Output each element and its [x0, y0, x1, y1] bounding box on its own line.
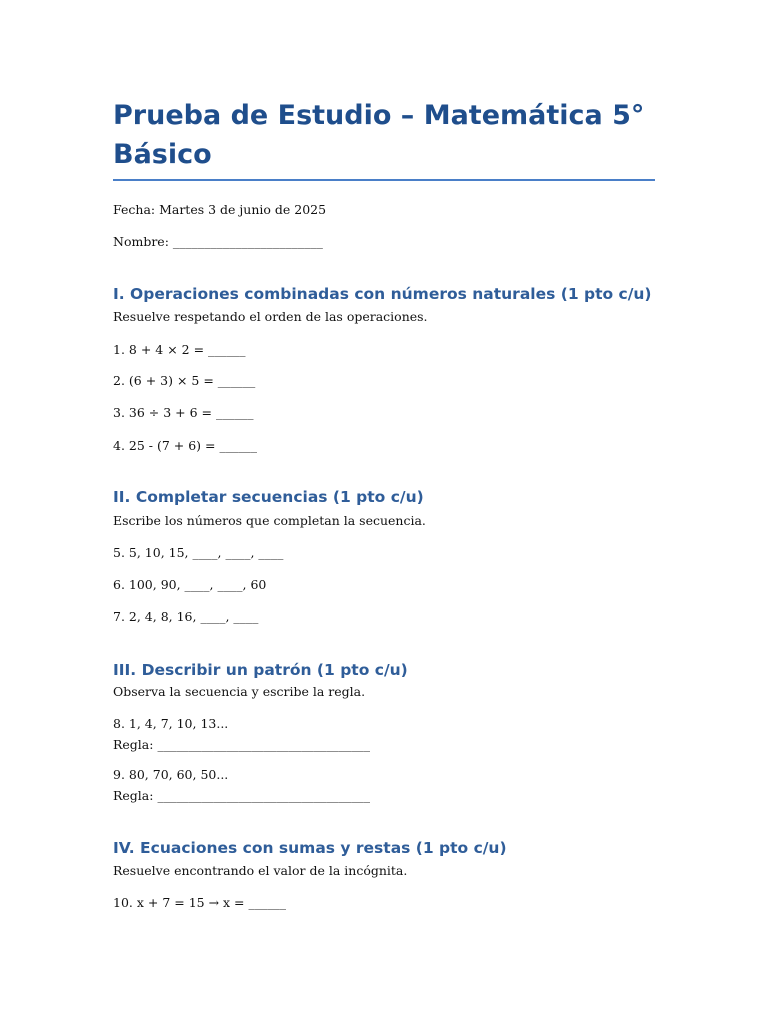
document-title: Prueba de Estudio – Matemática 5° Básico [113, 100, 645, 170]
section-2-heading: II. Completar secuencias (1 pto c/u) [113, 488, 424, 506]
question-2: 2. (6 + 3) × 5 = ______ [113, 373, 256, 388]
question-1: 1. 8 + 4 × 2 = ______ [113, 342, 246, 357]
question-9-rule: Regla: __________________________________ [113, 788, 370, 803]
name-line: Nombre: ________________________ [113, 234, 323, 249]
question-5: 5. 5, 10, 15, ____, ____, ____ [113, 545, 284, 560]
section-4-heading: IV. Ecuaciones con sumas y restas (1 pto c/u) [113, 839, 507, 857]
section-1-instruction: Resuelve respetando el orden de las operaciones. [113, 309, 428, 324]
section-3-heading: III. Describir un patrón (1 pto c/u) [113, 661, 408, 679]
question-3: 3. 36 ÷ 3 + 6 = ______ [113, 405, 254, 420]
question-8-rule: Regla: __________________________________ [113, 737, 370, 752]
question-6: 6. 100, 90, ____, ____, 60 [113, 577, 267, 592]
section-1-heading: I. Operaciones combinadas con números naturales (1 pto c/u) [113, 285, 652, 303]
section-2-instruction: Escribe los números que completan la secuencia. [113, 513, 426, 528]
question-7: 7. 2, 4, 8, 16, ____, ____ [113, 609, 259, 624]
question-10: 10. x + 7 = 15 → x = ______ [113, 895, 286, 910]
title-underline [113, 179, 655, 181]
section-3-instruction: Observa la secuencia y escribe la regla. [113, 684, 366, 699]
question-8-sequence: 8. 1, 4, 7, 10, 13... [113, 716, 229, 731]
question-9-sequence: 9. 80, 70, 60, 50... [113, 767, 229, 782]
question-4: 4. 25 - (7 + 6) = ______ [113, 438, 257, 453]
section-4-instruction: Resuelve encontrando el valor de la incógnita. [113, 863, 408, 878]
date-line: Fecha: Martes 3 de junio de 2025 [113, 202, 327, 217]
